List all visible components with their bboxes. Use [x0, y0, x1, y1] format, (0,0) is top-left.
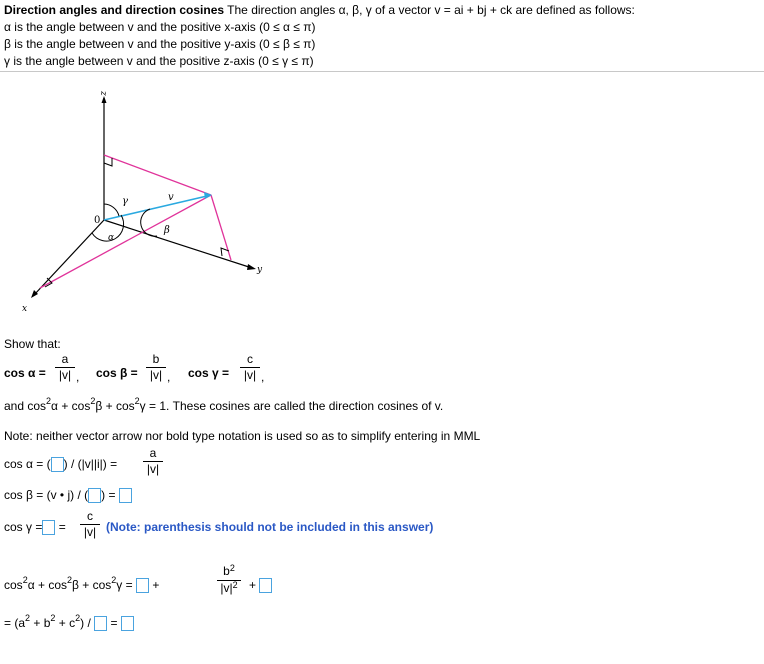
intro-text: The direction angles α, β, γ of a vector v = ai + bj + ck are defined as follows:: [224, 3, 635, 17]
gamma-arc: [104, 204, 119, 216]
right-angle-z: [104, 158, 112, 166]
vector-v-arrowhead: [204, 192, 212, 199]
y-axis: [104, 220, 252, 268]
cos-beta-label: cos β =: [96, 366, 138, 380]
cos-gamma-label: cos γ =: [188, 366, 230, 380]
gamma-label: γ: [122, 196, 128, 207]
c-over-v-fraction: $\frac{c}{|v|}$: [80, 510, 100, 539]
answer-row-cos-gamma: cos γ = =: [4, 520, 66, 534]
b-over-v-fraction: [146, 353, 166, 382]
fraction-denominator: |v|: [149, 368, 163, 382]
x-label: x: [22, 304, 28, 314]
answer-box-7[interactable]: [94, 616, 107, 631]
answer-box-5[interactable]: [136, 578, 149, 593]
parenthesis-note: (Note: parenthesis should not be included in this answer): [106, 520, 434, 534]
comma: ,: [261, 370, 265, 384]
answer-box-2[interactable]: [88, 488, 101, 503]
projection-z: [104, 155, 211, 195]
answer-row-final: = $(a^2 + b^2 + c^2)$ / =: [4, 616, 134, 631]
fraction-numerator: a: [55, 353, 75, 368]
direction-angles-diagram: [0, 80, 300, 315]
alpha-label: α: [108, 233, 115, 243]
beta-label: β: [164, 225, 170, 236]
note-text: Note: neither vector arrow nor bold type notation is used so as to simplify entering in MML: [4, 429, 481, 443]
c-over-v-fraction: [240, 353, 260, 382]
z-arrowhead: [102, 96, 107, 103]
vector-v: [104, 196, 207, 220]
problem-title: Direction angles and direction cosines: [4, 3, 225, 17]
b2-over-v2-fraction: $\frac{b^2}{|v|^2}$: [217, 565, 241, 596]
comma: ,: [167, 370, 171, 384]
beta-definition: β is the angle between v and the positive y-axis (0 ≤ β ≤ π): [4, 37, 316, 51]
answer-row-sum: $\cos^2\alpha + \cos^2\beta + \cos^2\gamma$ = +: [4, 575, 160, 592]
a-over-v-fraction: [55, 353, 75, 382]
a-over-v-fraction: $\frac{a}{|v|}$: [143, 447, 163, 476]
z-label: z: [98, 91, 108, 96]
y-arrowhead: [247, 264, 256, 270]
answer-box-1[interactable]: [51, 457, 64, 472]
fraction-denominator: |v|: [243, 368, 257, 382]
gamma-definition: γ is the angle between v and the positive z-axis (0 ≤ γ ≤ π): [4, 54, 314, 68]
v-label: v: [168, 192, 174, 203]
answer-box-8[interactable]: [121, 616, 134, 631]
y-label: y: [257, 265, 263, 275]
divider: [0, 71, 764, 72]
comma: ,: [76, 370, 80, 384]
identity-statement: and $\cos^2\alpha + \cos^2\beta + \cos^2\gamma = 1$. These cosines are called the direction cosines of v.: [4, 396, 444, 413]
answer-box-3[interactable]: [119, 488, 132, 503]
problem-intro: [4, 2, 764, 19]
cos-alpha-label: cos α =: [4, 366, 46, 380]
answer-row-cos-beta: cos β = (v • j) / ( ) =: [4, 488, 132, 503]
answer-box-4[interactable]: [42, 520, 55, 535]
fraction-numerator: c: [240, 353, 260, 368]
fraction-denominator: |v|: [58, 368, 72, 382]
projection-x: [40, 195, 211, 288]
sum-tail: +: [249, 578, 272, 593]
origin-label: 0: [94, 215, 101, 226]
answer-box-6[interactable]: [259, 578, 272, 593]
show-that-label: Show that:: [4, 337, 61, 351]
x-axis: [34, 220, 104, 295]
fraction-numerator: b: [146, 353, 166, 368]
alpha-definition: α is the angle between v and the positive x-axis (0 ≤ α ≤ π): [4, 20, 316, 34]
answer-row-cos-alpha: cos α = ( ) / (|v||i|) =: [4, 457, 118, 471]
